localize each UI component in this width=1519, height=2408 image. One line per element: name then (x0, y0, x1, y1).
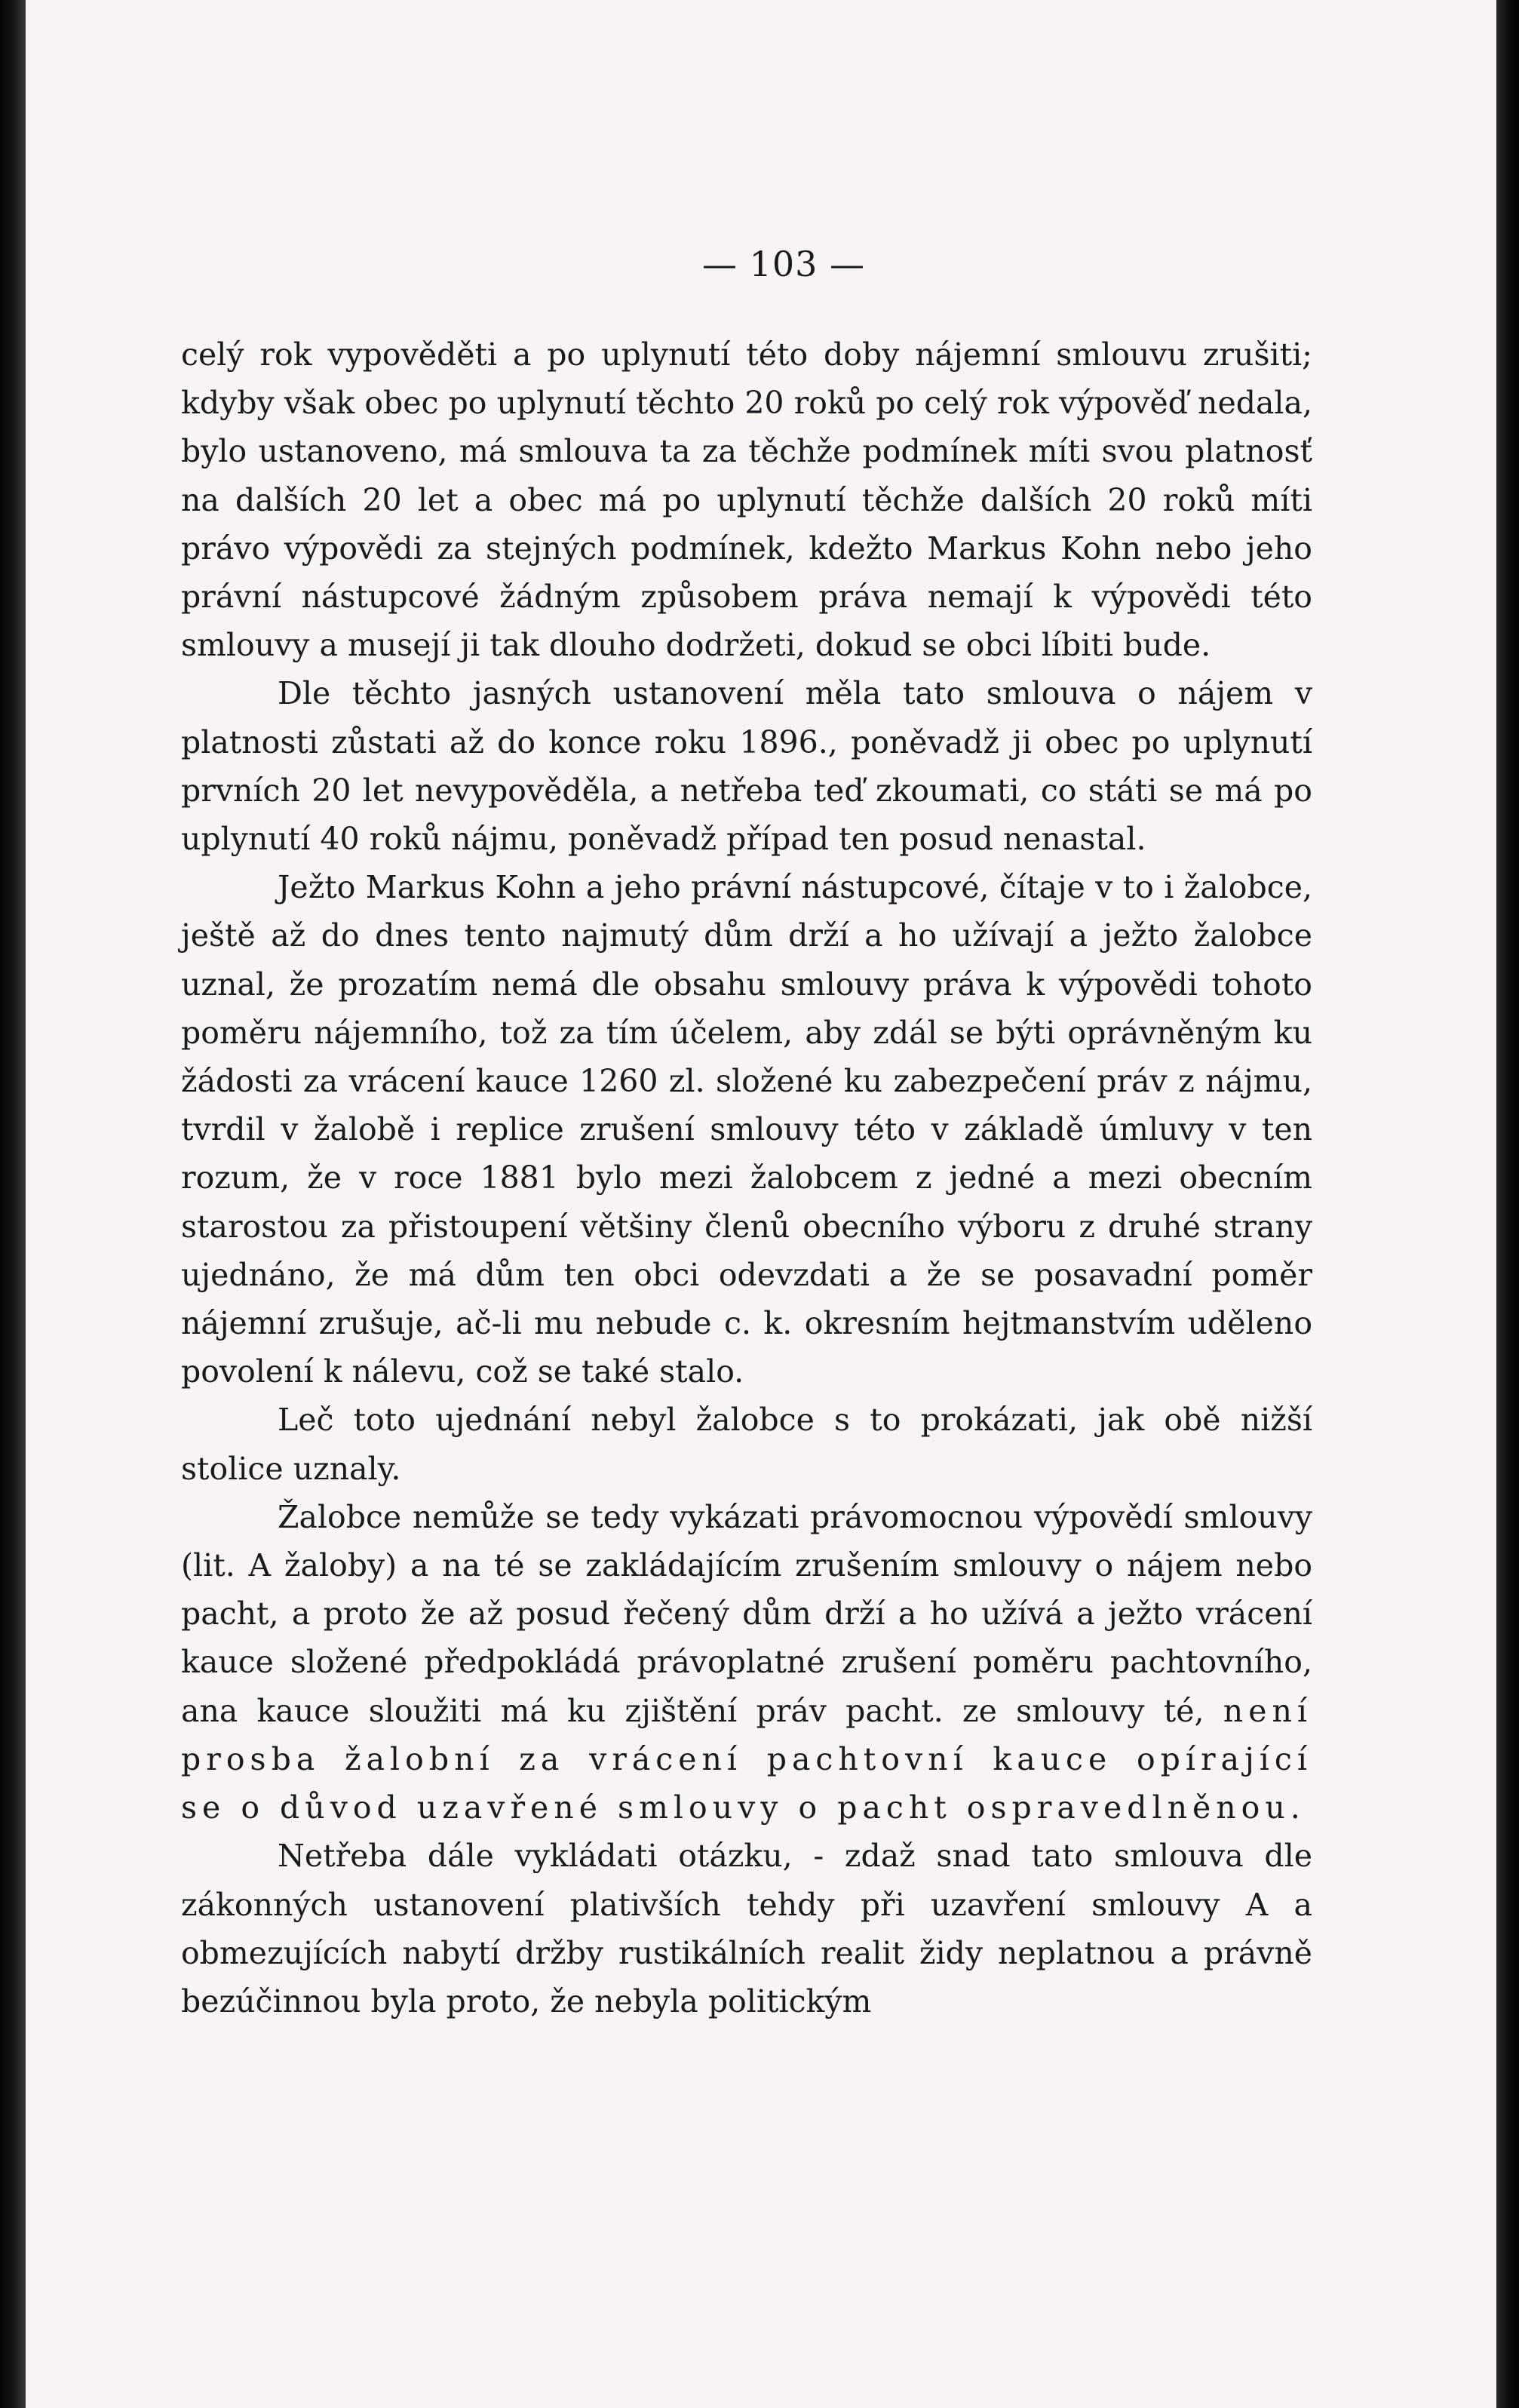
paragraph-6: Netřeba dále vykládati otázku, - zdaž snad tato smlouva dle zákonných ustanovení plativších tehdy při uzavření smlouvy A a obmezujících nabytí držby rustikálních realit židy neplatnou a právně bezúčinnou byla proto, že nebyla politickým (181, 1838, 1312, 2019)
scan-left-edge (0, 0, 26, 2408)
paragraph-4: Leč toto ujednání nebyl žalobce s to prokázati, jak obě nižší stolice uznaly. (181, 1402, 1312, 1487)
page-number: — 103 — (701, 244, 866, 284)
paragraph-3: Ježto Markus Kohn a jeho právní nástupcové, čítaje v to i žalobce, ještě až do dnes tento najmutý dům drží a ho užívají a ježto žalobce uznal, že prozatím nemá dle obsahu smlouvy práva k výpovědi tohoto poměru nájemního, tož za tím účelem, aby zdál se býti oprávněným ku žádosti za vrácení kauce 1260 zl. složené ku zabezpečení práv z nájmu, tvrdil v žalobě i replice zrušení smlouvy této v základě úmluvy v ten rozum, že v roce 1881 bylo mezi žalobcem z jedné a mezi obecním starostou za přistoupení většiny členů obecního výboru z druhé strany ujednáno, že má dům ten obci odevzdati a že se posavadní poměr nájemní zrušuje, ač-li mu nebude c. k. okresním hejtmanstvím uděleno povolení k nálevu, což se také stalo. (181, 869, 1312, 1390)
paragraph-5-emphasis: není prosba žalobní za vrácení pachtovní kauce opírající se o důvod uzavřené smlouvy o pacht ospravedlněnou. (181, 1692, 1312, 1826)
book-page (26, 0, 1496, 2408)
paragraph-1: celý rok vypověděti a po uplynutí této doby nájemní smlouvu zrušiti; kdyby však obec po uplynutí těchto 20 roků po celý rok výpověď nedala, bylo ustanoveno, má smlouva ta za těchže podmínek míti svou platnosť na dalších 20 let a obec má po uplynutí těchže dalších 20 roků míti právo výpovědi za stejných podmínek, kdežto Markus Kohn nebo jeho právní nástupcové žádným způsobem práva nemají k výpovědi této smlouvy a musejí ji tak dlouho dodržeti, dokud se obci líbiti bude. (181, 336, 1312, 664)
page-body-text (181, 330, 1312, 2026)
scan-right-edge (1496, 0, 1519, 2408)
paragraph-5-text: Žalobce nemůže se tedy vykázati právomocnou výpovědí smlouvy (lit. A žaloby) a na té se zakládajícím zrušením smlouvy o nájem nebo pacht, a proto že až posud řečený dům drží a ho užívá a ježto vrácení kauce složené předpokládá právoplatné zrušení poměru pachtovního, ana kauce sloužiti má ku zjištění práv pacht. ze smlouvy té, (181, 1498, 1312, 1729)
paragraph-2: Dle těchto jasných ustanovení měla tato smlouva o nájem v platnosti zůstati až do konce roku 1896., poněvadž ji obec po uplynutí prvních 20 let nevypověděla, a netřeba teď zkoumati, co státi se má po uplynutí 40 roků nájmu, poněvadž případ ten posud nenastal. (181, 675, 1312, 858)
paragraph-5 (181, 1493, 1312, 1832)
